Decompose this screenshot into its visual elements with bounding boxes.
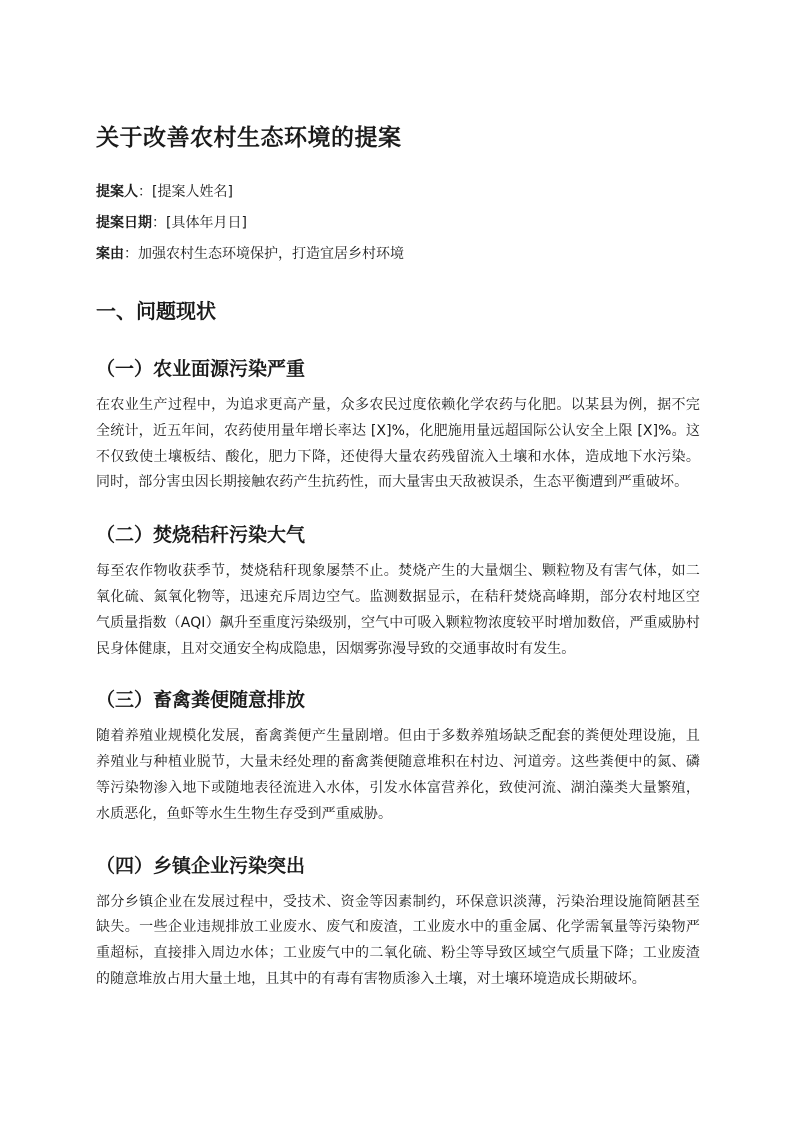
meta-date-value: [具体年月日]: [166, 215, 247, 231]
meta-proposer-key: 提案人: [96, 184, 138, 200]
meta-reason-sep: ：: [124, 246, 138, 262]
subsection-title: （三）畜禽粪便随意排放: [96, 689, 306, 712]
subsection-title: （一）农业面源污染严重: [96, 358, 306, 380]
subsection-body: 部分乡镇企业在发展过程中，受技术、资金等因素制约，环保意识淡薄，污染治理设施简陋甚至缺失。一些企业违规排放工业废水、废气和废渣，工业废水中的重金属、化学需氧量等污染物严重超标，直接排入周边水体；工业废气中的二氧化硫、粉尘等导致区域空气质量下降；工业废渣的随意堆放占用大量土地，且其中的有毒有害物质渗入土壤，对土壤环境造成长期破坏。: [96, 893, 700, 987]
meta-date-key: 提案日期: [96, 215, 152, 231]
subsection-body: 随着养殖业规模化发展，畜禽粪便产生量剧增。但由于多数养殖场缺乏配套的粪便处理设施，且养殖业与种植业脱节，大量未经处理的畜禽粪便随意堆积在村边、河道旁。这些粪便中的氮、磷等污染物渗入地下或随地表径流进入水体，引发水体富营养化，致使河流、湖泊藻类大量繁殖，水质恶化，鱼虾等水生生物生存受到严重威胁。: [96, 728, 700, 822]
meta-proposer-value: [提案人姓名]: [152, 184, 233, 200]
meta-reason-key: 案由: [96, 246, 124, 262]
subsection-body: 每至农作物收获季节，焚烧秸秆现象屡禁不止。焚烧产生的大量烟尘、颗粒物及有害气体，如二氧化硫、氮氧化物等，迅速充斥周边空气。监测数据显示，在秸秆焚烧高峰期，部分农村地区空气质量指数（AQI）飙升至重度污染级别，空气中可吸入颗粒物浓度较平时增加数倍，严重威胁村民身体健康，且对交通安全构成隐患，因烟雾弥漫导致的交通事故时有发生。: [96, 563, 700, 657]
meta-reason-value: 加强农村生态环境保护，打造宜居乡村环境: [138, 246, 404, 262]
subsection-body: 在农业生产过程中，为追求更高产量，众多农民过度依赖化学农药与化肥。以某县为例，据不完全统计，近五年间，农药使用量年增长率达 [X]%，化肥施用量远超国际公认安全上限 [X]%。这不仅致使土壤板结、酸化，肥力下降，还使得大量农药残留流入土壤和水体，造成地下水污染。同时，部分害虫因长期接触农药产生抗药性，而大量害虫天敌被误杀，生态平衡遭到严重破坏。: [96, 397, 700, 491]
subsection-agriculture: [96, 354, 700, 496]
section-heading: 一、问题现状: [96, 299, 216, 323]
meta-proposer-sep: ：: [138, 184, 152, 200]
document-page: [96, 120, 700, 993]
meta-proposer: [96, 182, 700, 202]
subsection-livestock-waste: [96, 685, 700, 827]
subsection-title: （二）焚烧秸秆污染大气: [96, 524, 306, 547]
subsection-title: （四）乡镇企业污染突出: [96, 854, 306, 877]
subsection-straw-burning: [96, 520, 700, 662]
subsection-township-enterprise: [96, 851, 700, 993]
meta-date-sep: ：: [152, 215, 166, 231]
meta-date: [96, 213, 700, 233]
meta-reason: [96, 244, 700, 264]
document-title: 关于改善农村生态环境的提案: [96, 125, 402, 151]
